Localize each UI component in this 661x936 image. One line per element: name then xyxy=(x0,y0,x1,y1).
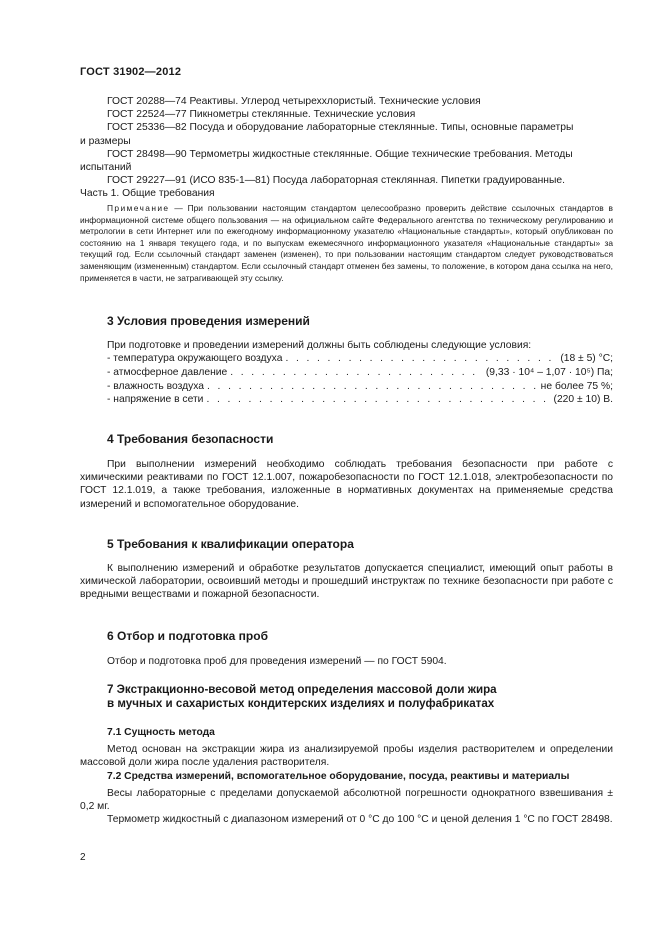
subsection-7-1-text: Метод основан на экстракции жира из анализируемой пробы изделия растворителем и определении массовой доли жира после удаления растворителя. xyxy=(80,744,613,769)
condition-value: не более 75 %; xyxy=(540,380,613,392)
section-5-title: 5 Требования к квалификации оператора xyxy=(107,537,354,551)
condition-row xyxy=(107,393,613,407)
section-7-title xyxy=(107,683,613,711)
reference-item: ГОСТ 25336—82 Посуда и оборудование лабораторные стеклянные. Типы, основные параметры xyxy=(107,122,574,134)
section-4-body xyxy=(80,458,613,511)
condition-label: - влажность воздуха xyxy=(107,380,205,392)
section-3-title: 3 Условия проведения измерений xyxy=(107,314,310,328)
leader-dots xyxy=(285,352,557,366)
section-5-text: К выполнению измерений и обработке результатов допускается специалист, имеющий опыт работы в химической лаборатории, освоивший методы и прошедший инструктаж по технике безопасности при работе с вредными веществами и пожарной безопасности. xyxy=(80,563,613,601)
note-label: Примечание xyxy=(107,203,170,213)
note-paragraph xyxy=(80,203,613,284)
leader-dots xyxy=(207,380,538,394)
section-7-title-line2: в мучных и сахаристых кондитерских изделиях и полуфабрикатах xyxy=(107,697,495,710)
section-6-title: 6 Отбор и подготовка проб xyxy=(107,629,269,643)
condition-value: (220 ± 10) В. xyxy=(553,394,613,406)
condition-row xyxy=(107,380,613,394)
reference-item: ГОСТ 29227—91 (ИСО 835-1—81) Посуда лабораторная стеклянная. Пипетки градуированные. xyxy=(107,175,565,187)
condition-value: (18 ± 5) °С; xyxy=(560,353,613,364)
condition-row xyxy=(107,352,613,366)
condition-label: - температура окружающего воздуха xyxy=(107,353,283,364)
condition-value: (9,33 · 10⁴ – 1,07 · 10⁵) Па; xyxy=(485,366,613,378)
condition-row xyxy=(107,366,613,380)
reference-item: ГОСТ 20288—74 Реактивы. Углерод четыреххлористый. Технические условия xyxy=(107,96,481,107)
section-6-text: Отбор и подготовка проб для проведения измерений — по ГОСТ 5904. xyxy=(107,656,447,667)
leader-dots xyxy=(230,366,483,380)
references-list xyxy=(80,95,613,201)
section-6-body xyxy=(80,655,613,668)
condition-label: - напряжение в сети xyxy=(107,394,204,406)
reference-continuation: Часть 1. Общие требования xyxy=(80,188,215,200)
subsection-7-1-body xyxy=(80,743,613,769)
reference-continuation: испытаний xyxy=(80,162,132,174)
subsection-7-2-para: Термометр жидкостный с диапазоном измерений от 0 °С до 100 °С и ценой деления 1 °С по ГОСТ 28498. xyxy=(107,814,613,826)
leader-dots xyxy=(206,393,550,407)
section-4-title: 4 Требования безопасности xyxy=(107,432,274,446)
condition-label: - атмосферное давление xyxy=(107,366,228,378)
subsection-7-2-title: 7.2 Средства измерений, вспомогательное оборудование, посуда, реактивы и материалы xyxy=(107,771,570,782)
subsection-7-2-para: Весы лабораторные с пределами допускаемой абсолютной погрешности однократного взвешивания ± 0,2 мг. xyxy=(80,788,613,813)
subsection-7-2-body xyxy=(80,787,613,827)
running-header: ГОСТ 31902—2012 xyxy=(80,66,182,78)
section-5-body xyxy=(80,562,613,602)
note-text: — При пользовании настоящим стандартом целесообразно проверить действие ссылочных стандартов в информационной системе общего пользования — на официальном сайте Федерального агентства по техническому регулированию и метрологии в сети Интернет или по ежегодному информационному указателю «Национальные стандарты», который опубликован по состоянию на 1 января текущего года, и по выпускам ежемесячного информационного указателя «Национальные стандарты» за текущий год. Если ссылочный стандарт заменен (изменен), то при пользовании настоящим стандартом следует руководствоваться заменяющим (измененным) стандартом. Если ссылочный стандарт отменен без замены, то положение, в котором дана ссылка на него, применяется в части, не затрагивающей эту ссылку. xyxy=(80,203,613,283)
page-number: 2 xyxy=(80,852,86,863)
section-3-intro-text: При подготовке и проведении измерений должны быть соблюдены следующие условия: xyxy=(107,340,532,351)
reference-continuation: и размеры xyxy=(80,135,131,147)
subsection-7-1-title: 7.1 Сущность метода xyxy=(107,727,215,738)
section-7-title-line1: 7 Экстракционно-весовой метод определения массовой доли жира xyxy=(107,683,497,696)
section-3-intro xyxy=(80,339,613,352)
reference-item: ГОСТ 22524—77 Пикнометры стеклянные. Технические условия xyxy=(107,109,416,121)
reference-item: ГОСТ 28498—90 Термометры жидкостные стеклянные. Общие технические требования. Методы xyxy=(107,148,573,160)
conditions-list xyxy=(107,352,613,407)
section-4-text: При выполнении измерений необходимо соблюдать требования безопасности при работе с химическими реактивами по ГОСТ 12.1.007, пожаробезопасности по ГОСТ 12.1.018, электробезопасности по ГОСТ 12.1.019, а также требования, изложенные в нормативных документах на применяемые средства измерений и вспомогательное оборудование. xyxy=(80,459,613,510)
